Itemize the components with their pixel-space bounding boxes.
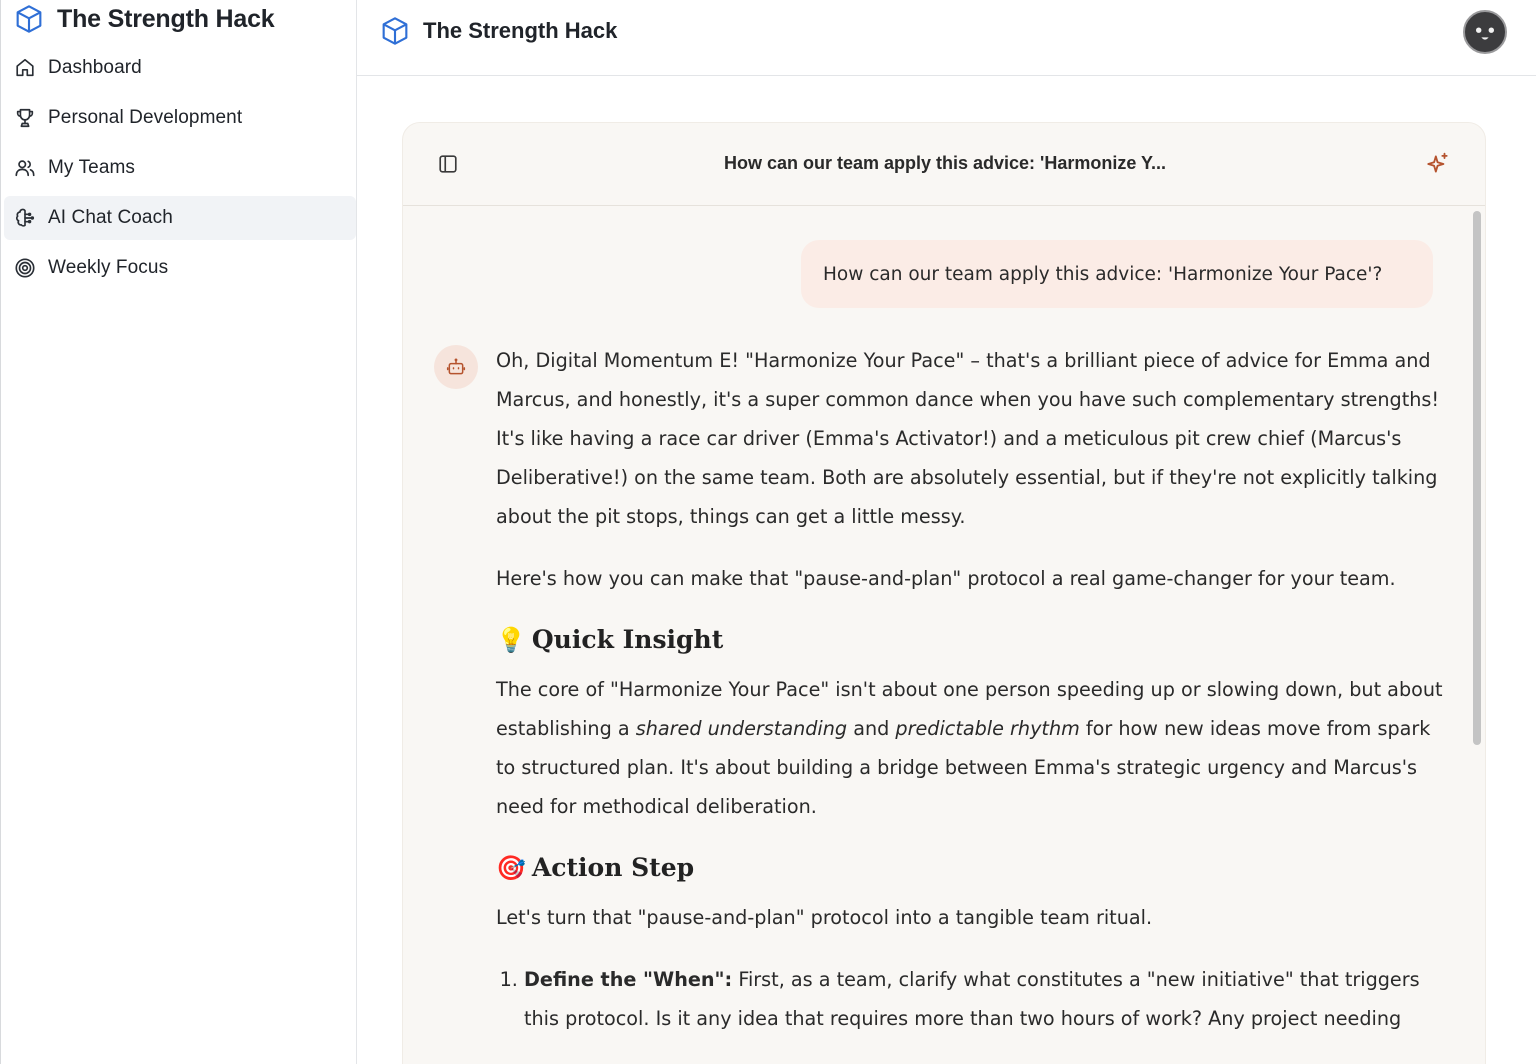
trophy-icon [14,107,36,129]
insight-text: The core of "Harmonize Your Pace" isn't about one person speeding up or slowing down, but about establishing a [496,678,1443,740]
sidebar-item-personal-development[interactable] [4,96,356,140]
target-icon [14,257,36,279]
user-avatar[interactable] [1463,10,1507,54]
cube-logo-icon [379,15,411,47]
sidebar [0,0,357,1064]
header-brand[interactable] [379,15,617,47]
sidebar-item-label: Dashboard [48,57,142,78]
user-message-bubble: How can our team apply this advice: 'Harmonize Your Pace'? [801,240,1433,308]
step-text: First, as a team, clarify what constitutes a "new initiative" that triggers this protocol. Is it any idea that requires more than two hours of work? Any project needing [524,968,1420,1030]
reply-intro: Oh, Digital Momentum E! "Harmonize Your Pace" – that's a brilliant piece of advice for Emma and Marcus, and honestly, it's a super common dance when you have such complementary strengths! It's like having a race car driver (Emma's Activator!) and a meticulous pit crew chief (Marcus's Deliberative!) on the same team. Both are absolutely essential, but if they're not explicitly talking about the pit stops, things can get a little messy. [496,349,1440,528]
users-icon [14,157,36,179]
insight-text: for how new ideas move from spark to structured plan. It's about building a bridge between Emma's strategic urgency and Marcus's need for methodical deliberation. [496,717,1431,818]
insight-emphasis: shared understanding [635,717,848,740]
action-heading-text: Action Step [531,853,695,882]
assistant-message [496,341,1446,1048]
chat-scrollbar[interactable] [1471,209,1483,1064]
sidebar-item-weekly-focus[interactable] [4,246,356,290]
sidebar-item-dashboard[interactable] [4,46,356,90]
sidebar-item-my-teams[interactable] [4,146,356,190]
sidebar-item-ai-chat-coach[interactable] [4,196,356,240]
sidebar-item-label: Personal Development [48,107,243,128]
insight-paragraph [496,670,1446,826]
sidebar-item-label: My Teams [48,157,136,178]
brain-icon [14,207,36,229]
reply-lead: Here's how you can make that "pause-and-plan" protocol a real game-changer for your team. [496,567,1396,590]
insight-heading-text: Quick Insight [531,625,724,654]
lightbulb-icon: 💡 [496,626,526,654]
chat-title: How can our team apply this advice: 'Harmonize Y... [723,153,1167,173]
robot-icon [446,357,466,377]
chat-panel [402,122,1486,1064]
target-dart-icon: 🎯 [496,854,526,882]
insight-emphasis: predictable rhythm [895,717,1080,740]
sparkle-icon[interactable] [1425,151,1451,177]
action-paragraph: Let's turn that "pause-and-plan" protocol into a tangible team ritual. [496,906,1153,929]
sidebar-app-title: The Strength Hack [57,4,275,33]
insight-text: and [847,717,896,740]
header-app-title: The Strength Hack [423,18,618,43]
bot-avatar [434,345,478,389]
step-label: Define the "When": [524,968,733,991]
insight-heading [496,622,1446,658]
top-header [357,0,1536,76]
action-steps-list [496,960,1446,1038]
sidebar-brand[interactable] [13,2,274,36]
cube-logo-icon [13,3,45,35]
chat-header [403,123,1486,206]
sidebar-nav [4,46,356,296]
sidebar-item-label: AI Chat Coach [48,207,173,228]
avatar-face-icon [1467,14,1503,50]
scrollbar-thumb[interactable] [1473,211,1481,745]
action-heading [496,850,1446,886]
sidebar-item-label: Weekly Focus [48,257,169,278]
list-item [524,960,1446,1038]
home-icon [14,57,36,79]
